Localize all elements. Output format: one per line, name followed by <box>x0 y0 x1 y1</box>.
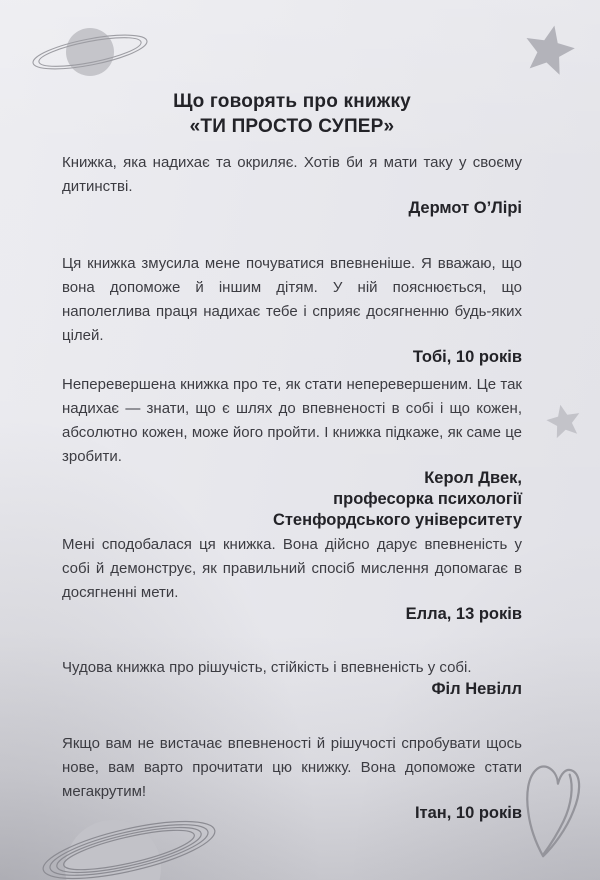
attribution-line: Елла, 13 років <box>405 605 522 623</box>
review-quote: Книжка, яка надихає та окриляє. Хотів би я мати таку у своєму дитинстві. <box>62 154 522 195</box>
review-quote: Ця книжка змусила мене почуватися впевненіше. Я вважаю, що вона допоможе й іншим дітям. У ній пояснюється, що наполеглива праця надихає тебе і сприяє досягненню будь-яких цілей. <box>62 255 522 344</box>
attribution-line: Ітан, 10 років <box>414 804 522 822</box>
review-attribution <box>62 803 522 824</box>
star-top-right-icon <box>517 21 581 85</box>
review-attribution <box>62 347 522 368</box>
review-ella <box>62 533 522 625</box>
attribution-line: Дермот О’Лірі <box>408 199 522 217</box>
page-title-line-1: Що говорять про книжку <box>173 91 411 112</box>
saturn-top-left-icon <box>26 20 156 90</box>
heart-bottom-right-icon <box>512 760 600 865</box>
page-title <box>62 89 522 139</box>
attribution-line: професорка психології <box>333 490 522 508</box>
attribution-line: Керол Двек, <box>424 469 522 487</box>
review-carol-dweck <box>62 373 522 531</box>
review-phil-neville <box>62 656 522 700</box>
review-tobi <box>62 252 522 368</box>
review-quote: Мені сподобалася ця книжка. Вона дійсно дарує впевненість у собі й демонструє, як правильний спосіб мислення допомагає в досягненні мети. <box>62 536 522 601</box>
review-attribution <box>62 604 522 625</box>
attribution-line: Тобі, 10 років <box>412 348 522 366</box>
star-middle-right-icon <box>544 402 588 446</box>
review-attribution <box>62 468 522 531</box>
page-title-line-2: «ТИ ПРОСТО СУПЕР» <box>189 116 395 137</box>
review-quote: Чудова книжка про рішучість, стійкість і впевненість у собі. <box>62 659 472 676</box>
review-attribution <box>62 198 522 219</box>
review-dermot <box>62 151 522 219</box>
review-quote: Неперевершена книжка про те, як стати неперевершеним. Це так надихає — знати, що є шлях до впевненості в собі і що кожен, абсолютно кожен, може його пройти. І книжка підкаже, як саме це зробити. <box>62 376 522 465</box>
review-quote: Якщо вам не вистачає впевненості й рішучості спробувати щось нове, вам варто прочитати цю книжку. Вона допоможе стати мегакрутим! <box>62 735 522 800</box>
attribution-line: Стенфордського університету <box>272 511 522 529</box>
attribution-line: Філ Невілл <box>431 680 522 698</box>
review-attribution <box>62 679 522 700</box>
review-itan <box>62 732 522 824</box>
